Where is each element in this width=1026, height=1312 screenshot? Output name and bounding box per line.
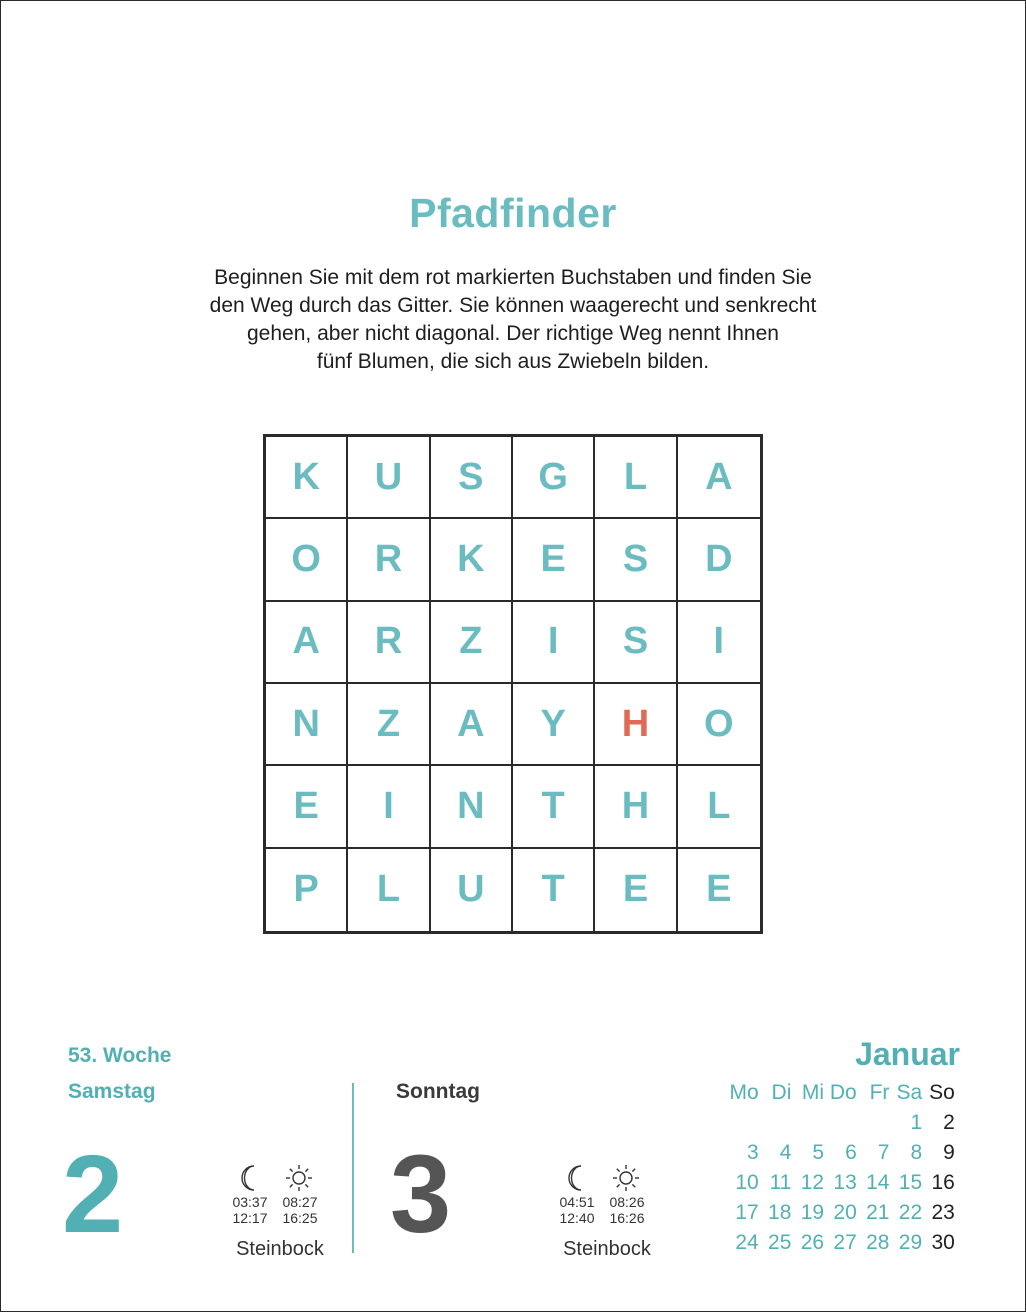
calendar-day: 26	[800, 1231, 825, 1254]
letter-cell: L	[678, 766, 760, 848]
calendar-day: 5	[812, 1141, 825, 1164]
calendar-day: 20	[833, 1201, 857, 1224]
calendar-day: 18	[768, 1201, 792, 1224]
calendar-week-row	[726, 1228, 966, 1258]
sunset-time: 16:26	[609, 1210, 645, 1226]
letter-cell: S	[431, 437, 513, 519]
weekday-label: Mi	[801, 1081, 825, 1104]
moon-icon	[238, 1164, 262, 1192]
calendar-day: 6	[845, 1141, 857, 1164]
calendar-day: 4	[779, 1141, 792, 1164]
calendar-day: 17	[735, 1201, 759, 1224]
letter-cell: A	[431, 684, 513, 766]
calendar-day: 3	[747, 1141, 759, 1164]
sun-icon	[285, 1164, 313, 1192]
instruction-line: den Weg durch das Gitter. Sie können waagerecht und senkrecht	[209, 294, 817, 317]
letter-cell: A	[266, 602, 348, 684]
letter-cell: L	[348, 849, 430, 931]
week-label: 53. Woche	[68, 1044, 172, 1067]
moonrise-time: 04:51	[559, 1194, 595, 1210]
calendar-day: 1	[910, 1111, 923, 1134]
weekday-label: Fr	[869, 1081, 890, 1104]
letter-cell: E	[706, 868, 732, 911]
puzzle-title: Pfadfinder	[409, 190, 617, 236]
moonset-time: 12:40	[559, 1210, 595, 1226]
letter-cell: T	[513, 849, 595, 931]
letter-cell: E	[513, 519, 595, 601]
letter-cell: Z	[348, 684, 430, 766]
calendar-day: 2	[943, 1111, 955, 1134]
letter-cell: U	[348, 437, 430, 519]
zodiac-sign: Steinbock	[563, 1238, 651, 1260]
sunset-time: 16:25	[282, 1210, 318, 1226]
calendar-day: 9	[943, 1141, 955, 1164]
calendar-day: 15	[898, 1171, 923, 1194]
letter-cell: Y	[513, 684, 595, 766]
saturday-label: Samstag	[68, 1080, 156, 1103]
letter-cell: P	[266, 849, 348, 931]
letter-cell: G	[513, 437, 595, 519]
calendar-day: 30	[931, 1231, 955, 1254]
letter-cell: K	[266, 437, 348, 519]
moonrise-time: 03:37	[232, 1194, 268, 1210]
weekday-label: So	[929, 1081, 955, 1104]
puzzle-instructions	[150, 264, 876, 376]
calendar-day: 8	[910, 1141, 923, 1164]
letter-cell: R	[348, 602, 430, 684]
weekday-label: Sa	[896, 1081, 923, 1104]
calendar-day: 28	[866, 1231, 890, 1254]
sunday-label: Sonntag	[396, 1080, 480, 1103]
mini-calendar	[726, 1078, 966, 1258]
calendar-day: 11	[769, 1171, 792, 1194]
letter-cell: S	[595, 519, 677, 601]
calendar-day: 27	[833, 1231, 857, 1254]
calendar-day: 10	[735, 1171, 759, 1194]
instruction-line: fünf Blumen, die sich aus Zwiebeln bilden.	[316, 350, 710, 373]
letter-cell: S	[595, 602, 677, 684]
zodiac-sign: Steinbock	[236, 1238, 324, 1260]
calendar-week-row	[726, 1108, 966, 1138]
letter-cell: I	[678, 602, 760, 684]
sun-icon	[612, 1164, 640, 1192]
moonset-time: 12:17	[232, 1210, 268, 1226]
calendar-day: 25	[768, 1231, 792, 1254]
letter-cell: T	[513, 766, 595, 848]
sunrise-time: 08:27	[282, 1194, 318, 1210]
calendar-day: 19	[800, 1201, 825, 1224]
letter-cell: N	[431, 766, 513, 848]
instruction-line: gehen, aber nicht diagonal. Der richtige Weg nennt Ihnen	[247, 322, 779, 345]
weekday-label: Di	[771, 1081, 792, 1104]
calendar-week-row	[726, 1168, 966, 1198]
weekday-label: Do	[829, 1081, 857, 1104]
calendar-day: 24	[735, 1231, 759, 1254]
letter-cell: D	[678, 519, 760, 601]
letter-cell: E	[266, 766, 348, 848]
sunrise-time: 08:26	[609, 1194, 645, 1210]
calendar-day: 29	[898, 1231, 923, 1254]
sunday-sun-moon	[552, 1164, 662, 1260]
calendar-weekday-row	[726, 1078, 966, 1108]
letter-cell: K	[431, 519, 513, 601]
letter-cell: R	[348, 519, 430, 601]
moon-icon	[565, 1164, 589, 1192]
letter-cell: I	[348, 766, 430, 848]
letter-cell: A	[678, 437, 760, 519]
letter-cell: I	[513, 602, 595, 684]
letter-cell: L	[595, 437, 677, 519]
calendar-day: 23	[931, 1201, 955, 1224]
calendar-day: 16	[931, 1171, 955, 1194]
weekday-label: Mo	[729, 1081, 759, 1104]
calendar-week-row	[726, 1198, 966, 1228]
calendar-day: 12	[800, 1171, 825, 1194]
letter-cell: Z	[431, 602, 513, 684]
letter-cell: H	[595, 766, 677, 848]
saturday-sun-moon	[225, 1164, 335, 1260]
letter-cell: O	[678, 684, 760, 766]
calendar-day: 22	[898, 1201, 923, 1224]
instruction-line: Beginnen Sie mit dem rot markierten Buchstaben und finden Sie	[214, 266, 812, 289]
letter-grid	[263, 434, 763, 934]
start-letter-cell: H	[595, 684, 677, 766]
calendar-day: 21	[866, 1201, 890, 1224]
letter-cell: O	[266, 519, 348, 601]
day-divider	[352, 1083, 354, 1253]
calendar-day: 14	[866, 1171, 890, 1194]
letter-cell: N	[266, 684, 348, 766]
sunday-date: 3	[390, 1133, 452, 1256]
calendar-day: 13	[833, 1171, 857, 1194]
month-title: Januar	[855, 1036, 960, 1072]
saturday-date: 2	[62, 1133, 124, 1256]
calendar-week-row	[726, 1138, 966, 1168]
calendar-day: 7	[877, 1141, 890, 1164]
letter-cell: E	[595, 849, 677, 931]
letter-cell: U	[431, 849, 513, 931]
